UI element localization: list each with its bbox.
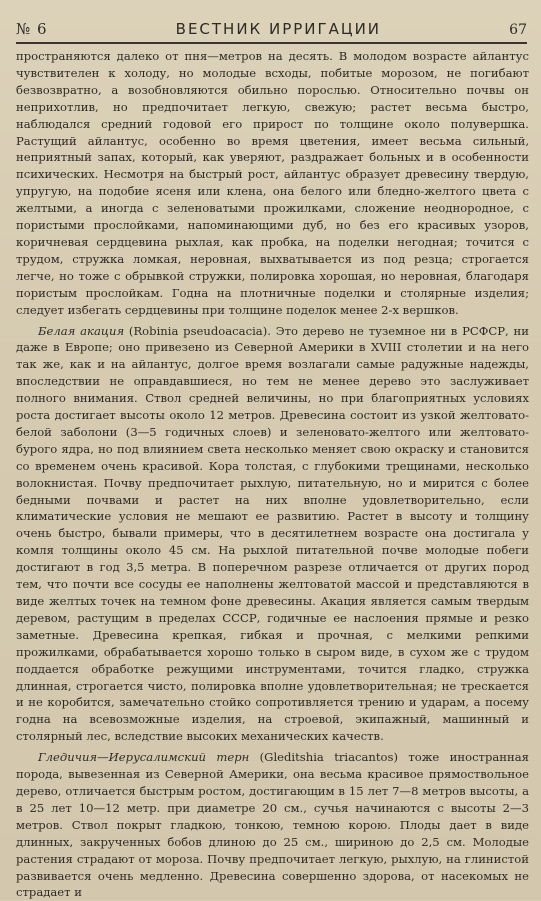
- paragraph-term: Гледичия—Иерусалимский терн: [38, 750, 250, 765]
- paragraph-text: (Gleditshia triacantos) тоже иностранная порода, вывезенная из Северной Америки, она весьма красивое прямоствольное дерево, отличается быстрым ростом, достигающим в 15 лет 7—8 метров высоты, а в 25 лет 10—12 метр. при диаметре 20 см., сучья начинаются с высоты 2—3 метров. Ствол покрыт гладкою, тонкою, темною корою. Плоды дает в виде длинных, закрученных бобов длиною до 25 см., шириною до 2,5 см. Молодые растения страдают от мороза. Почву предпочитает легкую, рыхлую, на глинистой развивается очень медленно. Древесина совершенно здорова, от насекомых не страдает и: [16, 750, 529, 900]
- issue-number: № 6: [16, 20, 48, 38]
- page-header: [16, 12, 527, 44]
- paragraph-gleditsia: [16, 749, 529, 901]
- article-body: [16, 48, 529, 901]
- journal-title: ВЕСТНИК ИРРИГАЦИИ: [175, 20, 382, 38]
- paragraph-ailanthus: [16, 48, 529, 319]
- paragraph-white-acacia: [16, 323, 529, 746]
- paragraph-text: пространяются далеко от пня—метров на десять. В молодом возрасте айлантус чувствителен к холоду, но молодые всходы, побитые морозом, не погибают безвозвратно, а возобновляются обильно порослью. Относительно почвы он неприхотлив, но предпочитает легкую, свежую; растет весьма быстро, наблюдался средний годовой его прирост по толщине около полувершка. Растущий айлантус, особенно во время цветения, имеет весьма сильный, неприятный запах, который, как уверяют, раздражает больных и в особенности психических. Несмотря на быстрый рост, айлантус образует древесину твердую, упругую, на подобие ясеня или клена, она белого или бледно-желтого цвета с желтыми, а иногда с зеленоватыми прожилками, сложение неоднородное, с пористыми прослойками, напоминающими дуб, но без его красивых узоров, коричневая сердцевина рыхлая, как пробка, на поделки негодная; точится с трудом, стружка ломкая, неровная, выхватывается из под резца; строгается легче, но тоже с обрывкой стружки, полировка хорошая, но неровная, благодаря пористым прослойкам. Годна на плотничные поделки и столярные изделия; следует избегать сердцевины при толщине поделок менее 2-х вершков.: [16, 49, 529, 317]
- paragraph-text: (Robinia pseudoacacia). Это дерево не туземное ни в РСФСР, ни даже в Европе; оно привезено из Северной Америки в XVIII столетии и на него так же, как и на айлантус, долгое время возлагали самые радужные надежды, впоследствии не оправдавшиеся, но тем не менее дерево это заслуживает полного внимания. Ствол средней величины, но при благоприятных условиях роста достигает высоты около 12 метров. Древесина состоит из узкой желтовато-белой заболони (3—5 годичных слоев) и зеленовато-желтого или желтовато-бурого ядра, но под влиянием света несколько меняет свою окраску и становится со временем очень красивой. Кора толстая, с глубокими трещинами, несколько волокнистая. Почву предпочитает рыхлую, питательную, но и мирится с более бедными почвами и растет на них вполне удовлетворительно, если климатические условия не мешают ее развитию. Растет в высоту и толщину очень быстро, бывали примеры, что в десятилетнем возрасте она достигала у комля толщины около 45 см. На рыхлой питательной почве молодые побеги достигают в год 3,5 метра. В поперечном разрезе отличается от других пород тем, что почти все сосуды ее наполнены желтоватой массой и представляются в виде желтых точек на темном фоне древесины. Акация является самым твердым деревом, растущим в пределах СССР, годичные ее наслоения прямые и резко заметные. Древесина крепкая, гибкая и прочная, с мелкими репкими прожилками, обрабатывается хорошо только в сыром виде, в сухом же с трудом поддается обработке режущими инструментами, точится гладко, стружка длинная, строгается чисто, полировка вполне удовлетворительная; не трескается и не коробится, замечательно стойко сопротивляется трению и ударам, а посему годна на всевозможные изделия, на строевой, экипажный, машинный и столярный лес, вследствие высоких механических качеств.: [16, 323, 529, 744]
- page-number: 67: [509, 22, 527, 38]
- paragraph-term: Белая акация: [38, 323, 125, 338]
